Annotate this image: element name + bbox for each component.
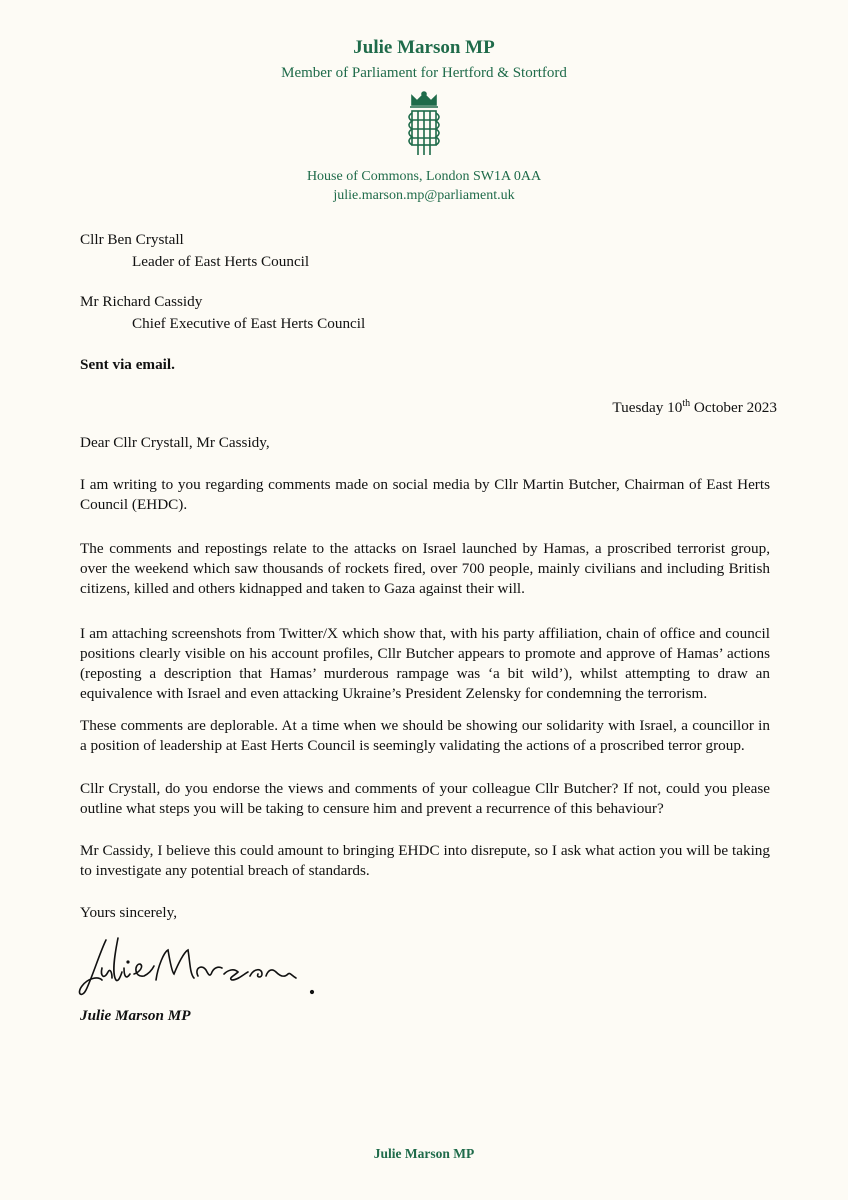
- letterhead-address: House of Commons, London SW1A 0AA: [306, 169, 542, 184]
- recipient-1-title: Leader of East Herts Council: [132, 253, 310, 270]
- recipient-2-title: Chief Executive of East Herts Council: [132, 315, 366, 332]
- signoff-name: Julie Marson MP: [80, 1007, 191, 1024]
- recipient-1-name: Cllr Ben Crystall: [80, 231, 184, 248]
- signature: [78, 928, 318, 1008]
- paragraph-1: I am writing to you regarding comments made on social media by Cllr Martin Butcher, Chairman of East Herts Council (EHDC).: [80, 476, 770, 513]
- paragraph-4: These comments are deplorable. At a time when we should be showing our solidarity with Israel, a councillor in a position of leadership at East Herts Council is seemingly validating the actions of a proscribed terror group.: [80, 717, 770, 754]
- portcullis-crest-icon: [404, 91, 444, 157]
- paragraph-2: The comments and repostings relate to the attacks on Israel launched by Hamas, a proscribed terrorist group, over the weekend which saw thousands of rockets fired, over 700 people, mainly civilians and including British citizens, killed and others kidnapped and taken to Gaza against their will.: [80, 540, 770, 597]
- date-rest: October 2023: [690, 399, 777, 417]
- sent-via: Sent via email.: [80, 356, 175, 373]
- date-suffix: th: [682, 398, 691, 409]
- date-weekday: Tuesday 10: [612, 399, 683, 417]
- salutation: Dear Cllr Crystall, Mr Cassidy,: [80, 434, 270, 451]
- letter-date: [612, 394, 777, 418]
- footer: Julie Marson MP: [373, 1146, 475, 1161]
- paragraph-5: Cllr Crystall, do you endorse the views and comments of your colleague Cllr Butcher? If not, could you please outline what steps you will be taking to censure him and prevent a recurrence of this behaviour?: [80, 780, 770, 817]
- paragraph-6: Mr Cassidy, I believe this could amount to bringing EHDC into disrepute, so I ask what action you will be taking to investigate any potential breach of standards.: [80, 842, 770, 879]
- letterhead-role: Member of Parliament for Hertford & Stortford: [281, 65, 567, 81]
- closing: Yours sincerely,: [80, 904, 178, 921]
- paragraph-3: I am attaching screenshots from Twitter/X which show that, with his party affiliation, chain of office and council positions clearly visible on his account profiles, Cllr Butcher appears to promote and approve of Hamas’ actions (reposting a description that Hamas’ murderous rampage was ‘a bit wild’), whilst attempting to draw an equivalence with Israel and even attacking Ukraine’s President Zelensky for condemning the terrorism.: [80, 625, 770, 702]
- recipient-2-name: Mr Richard Cassidy: [80, 293, 203, 310]
- letterhead-name: Julie Marson MP: [353, 37, 495, 58]
- letterhead-email: julie.marson.mp@parliament.uk: [333, 188, 515, 203]
- letterhead: [0, 36, 848, 205]
